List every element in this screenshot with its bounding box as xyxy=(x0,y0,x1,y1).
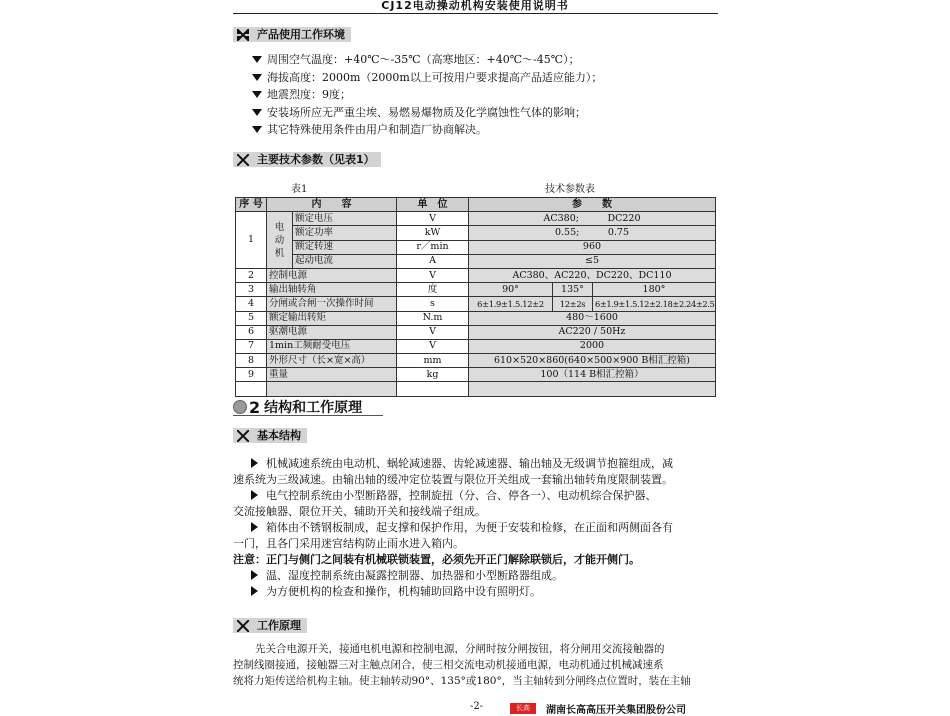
page-number: -2- xyxy=(470,701,484,712)
header-rule xyxy=(233,13,718,14)
down-triangle-icon xyxy=(252,109,262,116)
chapter-heading xyxy=(233,397,362,417)
cross-arrows-icon xyxy=(237,620,249,632)
footer-company xyxy=(510,701,686,716)
basic-structure-text: 机械减速系统由电动机、蜗轮减速器、齿轮减速器、输出轴及无级调节抱箍组成，减 速系统为三级减速。由输出轴的缓冲定位装置与限位开关组成一套输出轴转角度限制装置。 电气控制系统由小型断路器，控制旋扭（分、合、停各一）、电动机综合保护器、 交流接触器、限位开关、辅助开关和接线端子组成。 箱体由不锈钢板制成，起支撑和保护作用，为便于安装和检修，在正面和两侧面各有 一门，且各门采用迷宫结构防止雨水进入箱内。 注意：正门与侧门之间装有机械联锁装置，必须先开正门解除联锁后，才能开侧门。 温、湿度控制系统由凝露控制器、加热器和小型断路器组成。 为方便机构的检查和操作，机构辅助回路中设有照明灯。 xyxy=(233,456,718,600)
cross-arrows-icon xyxy=(237,29,249,41)
chapter-title: 结构和工作原理 xyxy=(264,400,363,416)
right-triangle-icon xyxy=(251,570,258,580)
interlock-note: 注意：正门与侧门之间装有机械联锁装置，必须先开正门解除联锁后，才能开侧门。 xyxy=(233,553,640,566)
right-triangle-icon xyxy=(251,522,258,532)
tech-section-title: 主要技术参数（见表1） xyxy=(257,153,375,166)
table-row: 额定转速 r／min 960 xyxy=(236,240,716,254)
table-row: 2 控制电源 V AC380、AC220、DC220、DC110 xyxy=(236,268,716,282)
principle-text: 先关合电源开关，接通电机电源和控制电源，分闸时按分闸按钮，将分闸用交流接触器的 控制线圈接通，接触器三对主触点闭合，使三相交流电动机接通电源，电动机通过机械减速系 统将力矩传送给机构主轴。使主轴转动90°、135°或180°，当主轴转到分闸终点位置时，装在主轴 xyxy=(233,643,691,687)
env-section-heading xyxy=(233,27,351,42)
table-row: 起动电流 A ≤5 xyxy=(236,254,716,268)
table-row: 额定功率 kW 0.55; 0.75 xyxy=(236,226,716,240)
list-item: 其它特殊使用条件由用户和制造厂协商解决。 xyxy=(252,121,602,139)
document-header-title: CJ12电动操动机构安装使用说明书 xyxy=(381,0,569,12)
table-label: 表1 xyxy=(291,184,308,195)
table-row xyxy=(236,382,716,396)
tech-section-heading xyxy=(233,152,381,167)
env-list xyxy=(252,51,602,139)
table-title: 技术参数表 xyxy=(545,184,595,195)
table-row: 8 外形尺寸（长×宽×高） mm 610×520×860(640×500×900 B相汇控箱) xyxy=(236,354,716,368)
company-name: 湖南长高高压开关集团股份公司 xyxy=(546,705,686,716)
principle-section-heading xyxy=(233,618,307,633)
right-triangle-icon xyxy=(251,586,258,596)
table-row: 5 额定输出转矩 N.m 480～1600 xyxy=(236,311,716,325)
env-section-title: 产品使用工作环境 xyxy=(257,28,345,41)
list-item: 周围空气温度：+40℃～-35℃（高寒地区：+40℃～-45℃）； xyxy=(252,51,602,69)
down-triangle-icon xyxy=(252,91,262,98)
table-row: 7 1min工频耐受电压 V 2000 xyxy=(236,339,716,353)
down-triangle-icon xyxy=(252,74,262,81)
table-row: 4 分闸或合闸一次操作时间 s 6±1.9±1.5.12±2 12±2s 6±1.9±1.5.12±2.18±2.24±2.5 xyxy=(236,297,716,311)
table-row: 1 电动机 额定电压 V AC380; DC220 xyxy=(236,212,716,226)
chapter-number: 2 xyxy=(249,397,261,417)
cross-arrows-icon xyxy=(237,154,249,166)
list-item: 地震烈度：9度； xyxy=(252,86,602,104)
chapter-underline xyxy=(233,415,383,416)
table-header-row: 序 号 内 容 单 位 参 数 xyxy=(236,198,716,212)
principle-section-title: 工作原理 xyxy=(257,619,301,632)
basic-section-title: 基本结构 xyxy=(257,429,301,442)
list-item: 安装场所应无严重尘埃、易燃易爆物质及化学腐蚀性气体的影响； xyxy=(252,104,602,122)
basic-section-heading xyxy=(233,428,307,443)
right-triangle-icon xyxy=(251,458,258,468)
table-row: 9 重量 kg 100（114 B相汇控箱） xyxy=(236,368,716,382)
company-logo: 长高 xyxy=(510,703,536,714)
spec-table xyxy=(235,197,716,397)
table-row: 6 驱潮电源 V AC220 / 50Hz xyxy=(236,325,716,339)
chapter-bullet-icon xyxy=(233,400,247,414)
list-item: 海拔高度：2000m（2000m以上可按用户要求提高产品适应能力）； xyxy=(252,69,602,87)
right-triangle-icon xyxy=(251,490,258,500)
table-row: 3 输出轴转角 度 90° 135° 180° xyxy=(236,283,716,297)
motor-label: 电动机 xyxy=(267,212,293,269)
down-triangle-icon xyxy=(252,126,262,133)
cross-arrows-icon xyxy=(237,430,249,442)
down-triangle-icon xyxy=(252,56,262,63)
